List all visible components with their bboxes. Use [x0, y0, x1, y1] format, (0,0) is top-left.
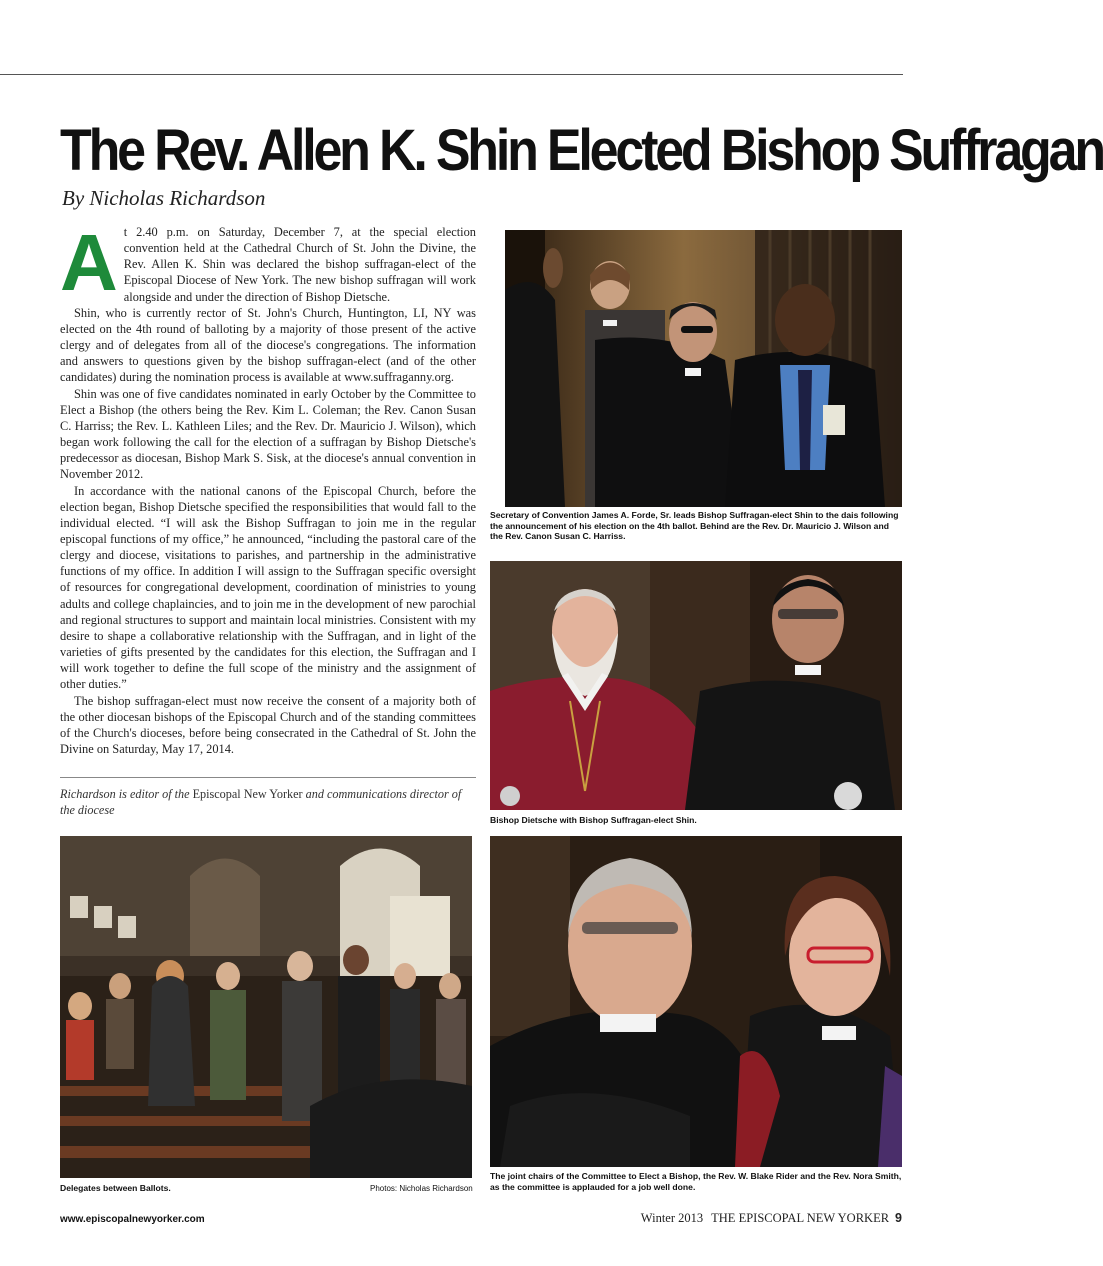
drop-cap: A [60, 218, 118, 307]
caption-photo-1: Secretary of Convention James A. Forde, Sr. leads Bishop Suffragan-elect Shin to the dais following the announcement of his election on the 4th ballot. Behind are the Rev. Dr. Mauricio J. Wilson and the Rev. Canon Susan C. Harriss. [490, 510, 899, 542]
article-paragraph-5: The bishop suffragan-elect must now receive the consent of a majority both of the other diocesan bishops of the Episcopal Church and of the standing committees of the Church's dioceses, before being consecrated in the Cathedral of St. John the Divine on Saturday, May 17, 2014. [60, 693, 476, 756]
footer-publication: THE EPISCOPAL NEW YORKER [711, 1211, 890, 1225]
caption-photo-4: The joint chairs of the Committee to Elect a Bishop, the Rev. W. Blake Rider and the Rev. Nora Smith, as the committee is applauded for a job well done. [490, 1171, 902, 1192]
photo-dietsche-with-shin [490, 561, 902, 810]
top-rule [0, 74, 903, 75]
footer-issue: Winter 2013 [640, 1211, 704, 1225]
caption-photo-2: Bishop Dietsche with Bishop Suffragan-elect Shin. [490, 815, 697, 825]
article-paragraph-1: At 2.40 p.m. on Saturday, December 7, at the special election convention held at the Cathedral Church of St. John the Divine, the Rev. Allen K. Shin was declared the bishop suffragan-elect of the Episcopal Diocese of New York. The new bishop suffragan will work alongside and under the direction of Bishop Dietsche. [60, 218, 476, 307]
photo-forde-leads-shin [505, 230, 902, 507]
headline: The Rev. Allen K. Shin Elected Bishop Suffragan [60, 118, 1103, 184]
byline: By Nicholas Richardson [62, 186, 266, 210]
footer-issue-info [641, 1211, 902, 1226]
article-paragraph-3: Shin was one of five candidates nominated in early October by the Committee to Elect a Bishop (the others being the Rev. Kim L. Coleman; the Rev. Canon Susan C. Harriss; the Rev. L. Kathleen Liles; and the Rev. Dr. Mauricio J. Wilson), which began work following the call for the election of a suffragan by Bishop Dietsche's predecessor as diocesan, Bishop Mark S. Sisk, at the diocese's annual convention in November 2012. [60, 386, 476, 482]
article-paragraph-2: Shin, who is currently rector of St. John's Church, Huntington, LI, NY was elected on the 4th round of balloting by a majority of those present of the active clergy and of delegates from all of the diocese's congregations. The information and answers to questions given by the bishop suffragan-elect (and of the other candidates) during the nomination process is available at www.suffraganny.org. [60, 305, 476, 385]
author-note-rule [60, 777, 476, 778]
caption-photo-3: Delegates between Ballots. [60, 1183, 171, 1193]
article-body [60, 218, 476, 757]
author-note: Richardson is editor of the Episcopal New Yorker and communications director of the diocese [60, 787, 462, 817]
page-number: 9 [895, 1211, 902, 1225]
photo-delegates-between-ballots [60, 836, 472, 1178]
photo-joint-chairs [490, 836, 902, 1167]
photo-credit: Photos: Nicholas Richardson [370, 1184, 473, 1193]
footer-website: www.episcopalnewyorker.com [60, 1214, 205, 1225]
article-paragraph-4: In accordance with the national canons of the Episcopal Church, before the election began, Bishop Dietsche specified the responsibilities that would fall to the individual elected. “I will ask the Bishop Suffragan to join me in the regular episcopal functions of my office,” he announced, “including the pastoral care of the clergy and diocese, visitations to parishes, and partnership in the administrative functions of my office. In addition I will assign to the Suffragan specific oversight of resources for congregational development, coordination of ministries to young adults and college chaplaincies, and to join me in the development of new parochial and regional structures to support and maintain local ministries. Consistent with my desire to shape a collaborative relationship with the Suffragan, and in light of the varieties of gifts presented by the candidates for this election, the Suffragan and I will work together to define the full scope of the ministry and the assignment of other duties.” [60, 483, 476, 692]
